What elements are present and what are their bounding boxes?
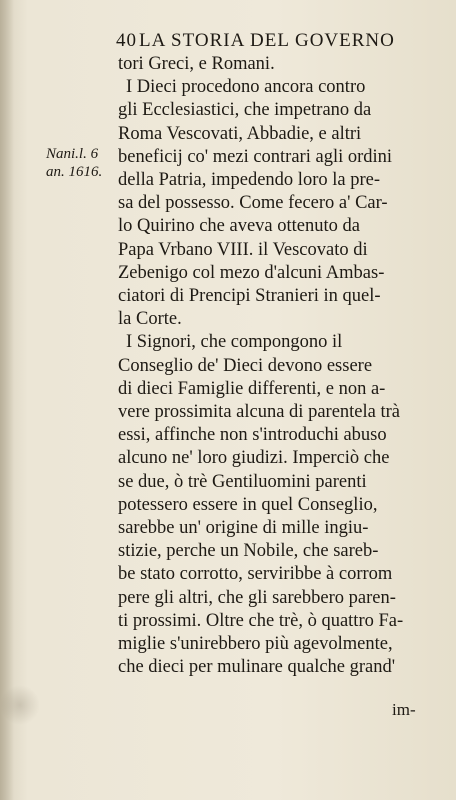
margin-note-year: an. 1616. <box>46 164 103 180</box>
paragraph-first-line: I Dieci procedono ancora contro <box>126 77 366 98</box>
text-line: sarebbe un' origine di mille ingiu- <box>118 518 369 539</box>
text-line: ti prossimi. Oltre che trè, ò quattro Fa- <box>118 610 404 631</box>
text-line: se due, ò trè Gentiluomini parenti <box>118 471 367 492</box>
text-line: alcuno ne' loro giudizi. Imperciò che <box>118 448 390 469</box>
paper-stain <box>0 680 40 730</box>
text-line: di dieci Famiglie differenti, e non a- <box>118 378 386 399</box>
text-line: Zebenigo col mezo d'alcuni Ambas- <box>118 262 385 283</box>
text-line: stizie, perche un Nobile, che sareb- <box>118 541 379 562</box>
text-line: gli Ecclesiastici, che impetrano da <box>118 100 372 121</box>
text-line: sa del possesso. Come fecero a' Car- <box>118 193 388 214</box>
text-line: lo Quirino che aveva ottenuto da <box>118 216 360 237</box>
text-line: essi, affinche non s'introduchi abuso <box>118 425 387 446</box>
text-line: be stato corrotto, serviribbe à corrom <box>118 564 393 585</box>
text-line: tori Greci, e Romani. <box>118 54 275 74</box>
margin-note-source: Nani.l. 6 <box>46 146 99 162</box>
body-text <box>118 53 432 679</box>
text-line: miglie s'unirebbero più agevolmente, <box>118 634 393 655</box>
text-line: ciatori di Prencipi Stranieri in quel- <box>118 286 381 307</box>
text-line: Papa Vrbano VIII. il Vescovato di <box>118 239 368 260</box>
catchword: im- <box>392 700 416 719</box>
text-line: vere prossimita alcuna di parentela trà <box>118 402 400 423</box>
text-line: Conseglio de' Dieci devono essere <box>118 355 373 376</box>
text-line: pere gli altri, che gli sarebbero paren- <box>118 587 396 608</box>
text-line: potessero essere in quel Conseglio, <box>118 494 378 515</box>
page-number: 40 <box>116 30 137 51</box>
running-title: LA STORIA DEL GOVERNO <box>139 30 395 51</box>
text-line: Roma Vescovati, Abbadie, e altri <box>118 123 362 144</box>
paragraph-first-line: I Signori, che compongono il <box>126 332 343 353</box>
text-line: della Patria, impedendo loro la pre- <box>118 170 380 191</box>
text-line: beneficij co' mezi contrari agli ordini <box>118 146 393 167</box>
text-line: la Corte. <box>118 309 182 330</box>
running-header <box>116 30 434 52</box>
text-line: che dieci per mulinare qualche grand' <box>118 657 396 678</box>
